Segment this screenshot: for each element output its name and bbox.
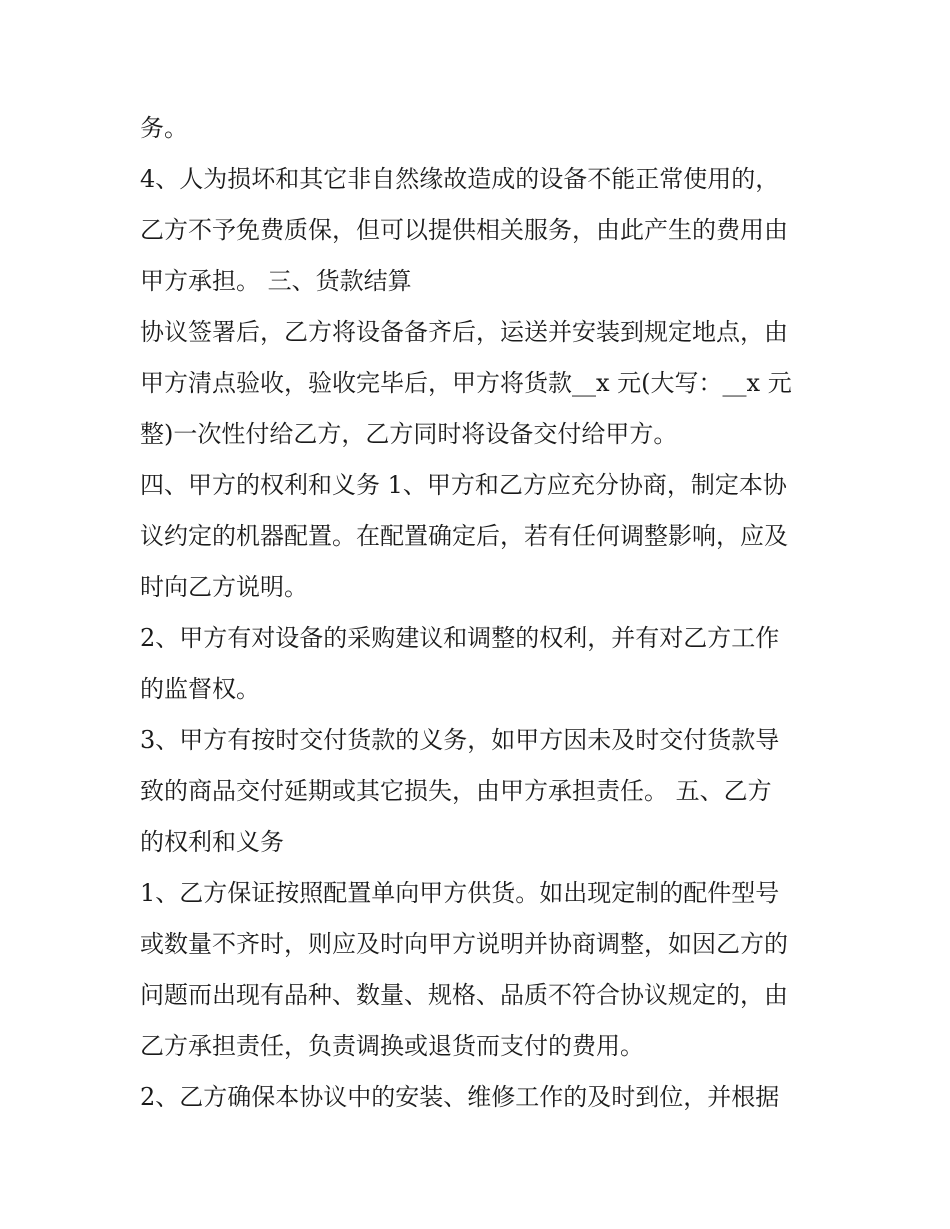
text-line: 或数量不齐时，则应及时向甲方说明并协商调整，如因乙方的 xyxy=(140,930,788,958)
text-line: 甲方清点验收，验收完毕后，甲方将货款__x 元(大写：__x 元 xyxy=(140,369,792,397)
text-line: 乙方承担责任，负责调换或退货而支付的费用。 xyxy=(140,1032,644,1060)
text-line: 四、甲方的权利和义务 1、甲方和乙方应充分协商，制定本协 xyxy=(140,471,787,499)
text-line: 甲方承担。 三、货款结算 xyxy=(140,267,412,295)
text-line: 的权利和义务 xyxy=(140,828,284,856)
text-line: 问题而出现有品种、数量、规格、品质不符合协议规定的，由 xyxy=(140,981,788,1009)
text-line: 协议签署后，乙方将设备备齐后，运送并安装到规定地点，由 xyxy=(140,318,788,346)
text-line: 整)一次性付给乙方，乙方同时将设备交付给甲方。 xyxy=(140,420,678,448)
text-line: 4、人为损坏和其它非自然缘故造成的设备不能正常使用的， xyxy=(140,165,780,193)
text-line: 乙方不予免费质保，但可以提供相关服务，由此产生的费用由 xyxy=(140,216,788,244)
text-line: 2、甲方有对设备的采购建议和调整的权利，并有对乙方工作 xyxy=(140,624,780,652)
text-line: 的监督权。 xyxy=(140,675,260,703)
text-line: 1、乙方保证按照配置单向甲方供货。如出现定制的配件型号 xyxy=(140,879,780,907)
text-line: 致的商品交付延期或其它损失，由甲方承担责任。 五、乙方 xyxy=(140,777,772,805)
text-line: 议约定的机器配置。在配置确定后，若有任何调整影响，应及 xyxy=(140,522,788,550)
contract-body xyxy=(140,108,820,1128)
text-line: 2、乙方确保本协议中的安装、维修工作的及时到位，并根据 xyxy=(140,1083,780,1111)
text-line: 务。 xyxy=(140,114,188,142)
text-line: 3、甲方有按时交付货款的义务，如甲方因未及时交付货款导 xyxy=(140,726,780,754)
text-line: 时向乙方说明。 xyxy=(140,573,308,601)
